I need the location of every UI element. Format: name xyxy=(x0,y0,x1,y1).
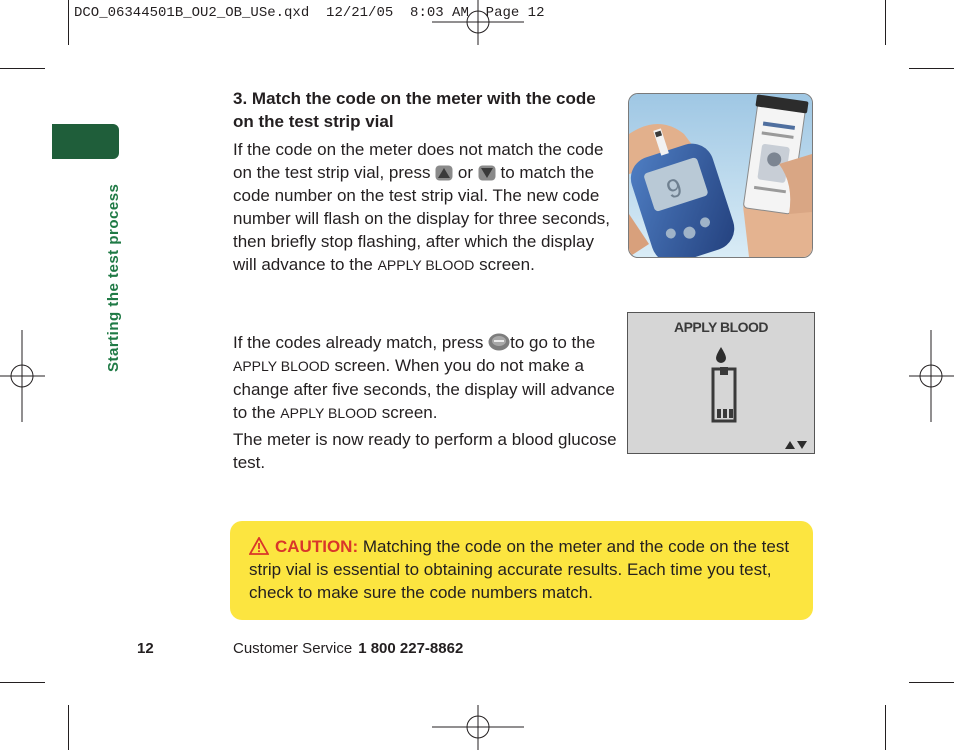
text-run: If the code on the meter does not match the code on the test strip vial, press xyxy=(233,140,604,182)
screen-name: APPLY BLOOD xyxy=(233,358,330,374)
page-number: 12 xyxy=(137,640,154,657)
step-number: 3 xyxy=(233,89,243,108)
ok-button-icon xyxy=(488,333,510,351)
crop-mark xyxy=(0,682,45,683)
meter-code-digit: 9 xyxy=(662,171,686,205)
caution-box xyxy=(230,521,813,620)
instruction-paragraph-2 xyxy=(233,331,618,425)
down-button-icon xyxy=(478,165,496,181)
screen-title: APPLY BLOOD xyxy=(673,319,769,335)
apply-blood-screen xyxy=(627,312,815,454)
caution-message: Matching the code on the meter and the code on the test strip vial is essential to obtaining accurate results. Each time you test, check to make sure the code numbers match. xyxy=(249,537,790,602)
footer xyxy=(233,640,463,657)
registration-mark-left xyxy=(0,330,45,422)
text-run: If the codes already match, press xyxy=(233,333,489,352)
registration-mark-bottom xyxy=(432,705,524,750)
crop-mark xyxy=(68,705,69,750)
registration-mark-top xyxy=(432,0,524,45)
up-button-icon xyxy=(435,165,453,181)
crop-mark xyxy=(909,682,954,683)
step-heading xyxy=(233,87,618,133)
instruction-paragraph-3: The meter is now ready to perform a blood glucose test. xyxy=(233,430,617,472)
step-title: . Match the code on the meter with the code on the test strip vial xyxy=(233,89,596,131)
text-run: screen. xyxy=(474,255,535,274)
text-run: to match the code number on the test strip vial. The new code number will flash on the display for three seconds, then briefly stop flashing, after which the display will advance to the xyxy=(233,163,611,274)
phone-number: 1 800 227-8862 xyxy=(358,640,464,657)
text-run: screen. xyxy=(377,403,438,422)
screen-name: APPLY BLOOD xyxy=(280,405,378,421)
crop-mark xyxy=(0,68,45,69)
blood-drop-icon xyxy=(711,345,731,365)
section-tab xyxy=(52,124,119,159)
meter-photo-illustration xyxy=(629,94,812,257)
up-down-arrows-icon xyxy=(785,440,809,450)
crop-mark xyxy=(885,705,886,750)
text-run: screen. When you do not make a change after five seconds, the display will advance to the xyxy=(233,356,615,422)
section-label: Starting the test process xyxy=(105,183,122,372)
crop-mark xyxy=(68,0,69,45)
test-strip-icon xyxy=(711,367,739,425)
customer-service-label: Customer Service xyxy=(233,640,353,657)
text-run: to go to the xyxy=(510,333,596,352)
registration-mark-right xyxy=(909,330,954,422)
crop-mark xyxy=(885,0,886,45)
warning-triangle-icon xyxy=(249,537,269,555)
crop-mark xyxy=(909,68,954,69)
print-slug: DCO_06344501B_OU2_OB_USe.qxd 12/21/05 8:03 AM Page 12 xyxy=(74,5,545,21)
instruction-paragraph-1 xyxy=(233,138,618,277)
meter-and-vial-photo xyxy=(628,93,813,258)
screen-name: APPLY BLOOD xyxy=(377,257,475,273)
caution-label: CAUTION: xyxy=(275,537,359,556)
caution-text xyxy=(249,535,794,604)
text-run: or xyxy=(453,163,478,182)
